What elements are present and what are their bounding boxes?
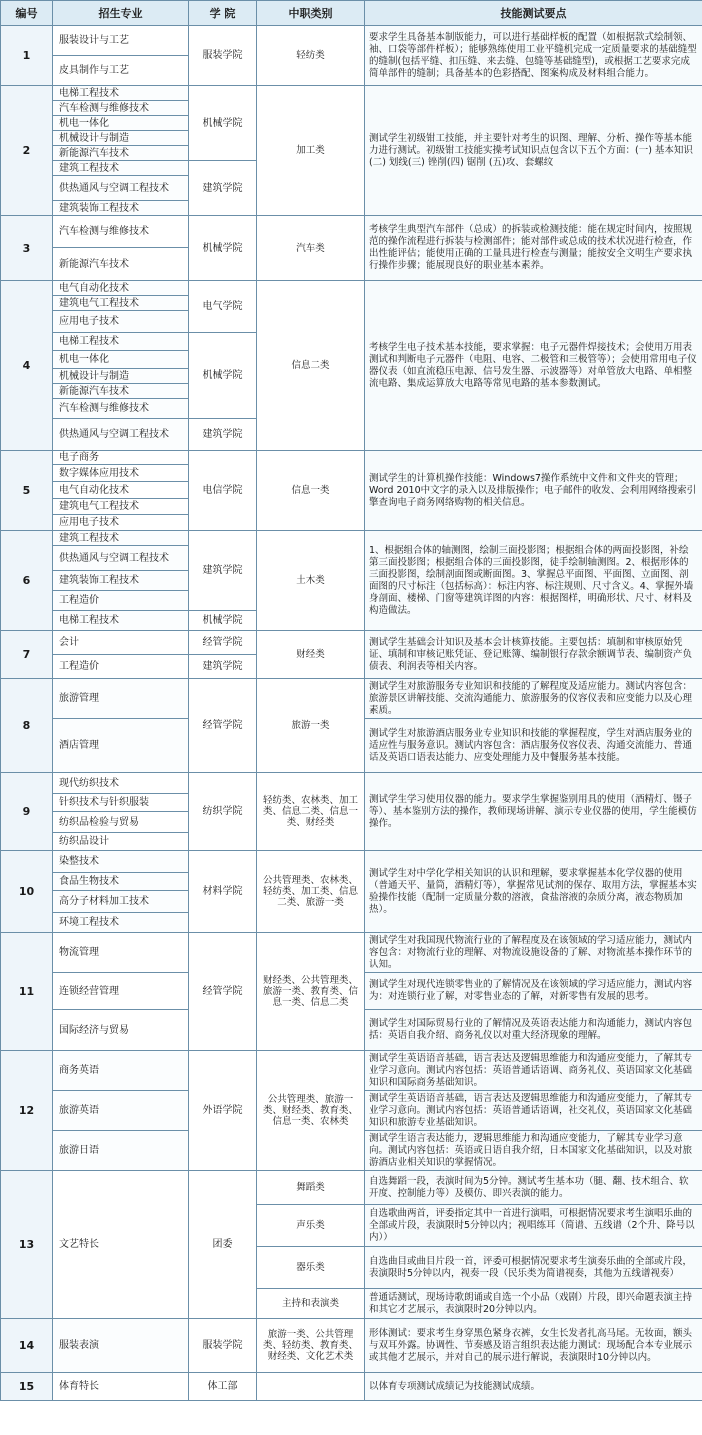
category-cell: 公共管理类、农林类、轻纺类、加工类、信息二类、旅游一类 [257,851,365,933]
major-cell: 建筑工程技术 [53,161,189,176]
major-cell: 工程造价 [53,591,189,611]
row-number: 15 [1,1373,53,1401]
skill-description: 测试学生对旅游酒店服务业专业知识和技能的掌握程度，学生对酒店服务业的适应性与服务意识。测试内容包含：酒店服务仪容仪表、沟通交流能力、普通话及英语口语表达能力、应变处理能力及中餐服务基本技能。 [365,719,702,773]
header-college: 学 院 [189,1,257,26]
category-cell: 公共管理类、旅游一类、财经类、教育类、信息一类、农林类 [257,1051,365,1171]
skill-description: 普通话测试，现场诗歌朗诵或自选一个小品（戏剧）片段，即兴命题表演主持和其它才艺展示，表演限时20分钟以内。 [365,1289,702,1319]
skill-description: 考核学生典型汽车部件（总成）的拆装或检测技能：能在规定时间内，按照规范的操作流程进行拆装与检测部件；能对部件或总成的技术状况进行检查，作出性能评估；能使用正确的工量具进行检查与测量；能按安全文明生产要求执行操作步骤；能展现良好的职业基本素养。 [365,216,702,281]
skill-description: 要求学生具备基本制版能力，可以进行基础样板的配置（如根据款式绘制领、袖、口袋等部件样板）；能够熟练使用工业平缝机完成一定质量要求的基础缝型的缝制(包括平缝、扣压缝、来去缝、包缝等基础缝型)，或根据工艺要求完成简单部件的缝制；具备基本的色彩搭配、图案构成及材料组合能力。 [365,26,702,86]
row-number: 9 [1,773,53,851]
table-row [1,216,702,248]
major-cell: 纺织品检验与贸易 [53,812,189,833]
major-cell: 汽车检测与维修技术 [53,399,189,419]
major-cell: 建筑装饰工程技术 [53,571,189,591]
row-number: 10 [1,851,53,933]
major-cell: 针织技术与针织服装 [53,794,189,812]
major-cell: 电梯工程技术 [53,86,189,101]
row-number: 13 [1,1171,53,1319]
major-cell: 机械设计与制造 [53,131,189,146]
college-cell: 服装学院 [189,1319,257,1373]
major-cell: 建筑工程技术 [53,531,189,546]
major-cell: 酒店管理 [53,719,189,773]
category-cell: 信息一类 [257,451,365,531]
major-cell: 染整技术 [53,851,189,873]
skill-description: 测试学生语言表达能力，逻辑思维能力和沟通应变能力，了解其专业学习意向。测试内容包括：英语或日语自我介绍，日本国家文化基础知识，以及对旅游酒店业相关知识的掌握情况。 [365,1131,702,1171]
table-row [1,773,702,794]
college-cell: 机械学院 [189,611,257,631]
row-number: 12 [1,1051,53,1171]
major-cell: 新能源汽车技术 [53,146,189,161]
skill-description: 测试学生初级钳工技能，并主要针对考生的识图、理解、分析、操作等基本能力进行测试。初级钳工技能实操考试知识点包含以下五个方面：(一) 基本知识(二) 划线(三) 锉削(四) 锯削 (五)攻、套螺纹 [365,86,702,216]
major-cell: 建筑电气工程技术 [53,499,189,515]
row-number: 1 [1,26,53,86]
college-cell: 团委 [189,1171,257,1319]
major-cell: 高分子材料加工技术 [53,891,189,913]
major-cell: 物流管理 [53,933,189,973]
major-cell: 服装设计与工艺 [53,26,189,56]
header-number: 编号 [1,1,53,26]
college-cell: 纺织学院 [189,773,257,851]
category-cell: 舞蹈类 [257,1171,365,1205]
category-cell [257,1373,365,1401]
major-cell: 新能源汽车技术 [53,384,189,399]
table-row [1,451,702,465]
table-row [1,86,702,101]
category-cell: 财经类 [257,631,365,679]
college-cell: 外语学院 [189,1051,257,1171]
major-cell: 工程造价 [53,655,189,679]
college-cell: 电信学院 [189,451,257,531]
category-cell: 轻纺类 [257,26,365,86]
header-category: 中职类别 [257,1,365,26]
college-cell: 机械学院 [189,216,257,281]
table-header-row [1,1,702,26]
table-row [1,631,702,655]
skill-description: 以体育专项测试成绩记为技能测试成绩。 [365,1373,702,1401]
header-skill-points: 技能测试要点 [365,1,702,26]
row-number: 14 [1,1319,53,1373]
college-cell: 经管学院 [189,631,257,655]
skill-description: 测试学生英语语音基础，语言表达及逻辑思维能力和沟通应变能力，了解其专业学习意向。测试内容包括：英语普通话语调，社交礼仪，英语国家文化基础知识和旅游专业基础知识。 [365,1091,702,1131]
college-cell: 材料学院 [189,851,257,933]
major-cell: 旅游管理 [53,679,189,719]
major-cell: 连锁经营管理 [53,973,189,1010]
category-cell: 旅游一类 [257,679,365,773]
major-cell: 供热通风与空调工程技术 [53,176,189,201]
skill-description: 自选歌曲两首，评委指定其中一首进行演唱，可根据情况要求考生演唱乐曲的全部或片段，表演限时5分钟以内；视唱练耳（简谱、五线谱（2个升、降号以内）） [365,1205,702,1247]
major-cell: 机电一体化 [53,116,189,131]
table-row [1,531,702,546]
row-number: 5 [1,451,53,531]
major-cell: 旅游英语 [53,1091,189,1131]
college-cell: 经管学院 [189,933,257,1051]
college-cell: 服装学院 [189,26,257,86]
category-cell: 主持和表演类 [257,1289,365,1319]
major-cell: 汽车检测与维修技术 [53,216,189,248]
category-cell: 轻纺类、农林类、加工类、信息二类、信息一类、财经类 [257,773,365,851]
major-cell: 会计 [53,631,189,655]
major-cell: 环境工程技术 [53,913,189,933]
category-cell: 财经类、公共管理类、旅游一类、教育类、信息一类、信息二类 [257,933,365,1051]
row-number: 6 [1,531,53,631]
category-cell: 加工类 [257,86,365,216]
college-cell: 建筑学院 [189,161,257,216]
skill-description: 测试学生英语语音基础，语言表达及逻辑思维能力和沟通应变能力，了解其专业学习意向。测试内容包括：英语普通话语调、商务礼仪、英语国家文化基础知识和国际商务基础知识。 [365,1051,702,1091]
skill-description: 测试学生对我国现代物流行业的了解程度及在该领域的学习适应能力，测试内容包含：对物流行业的理解、对物流设施设备的了解、对物流基本操作环节的认知。 [365,933,702,973]
major-cell: 供热通风与空调工程技术 [53,546,189,571]
major-cell: 文艺特长 [53,1171,189,1319]
major-cell: 纺织品设计 [53,833,189,851]
major-cell: 汽车检测与维修技术 [53,101,189,116]
skill-description: 测试学生对现代连锁零售业的了解情况及在该领域的学习适应能力，测试内容为：对连锁行业了解，对零售业态的了解，对新零售有发展的思考。 [365,973,702,1010]
row-number: 2 [1,86,53,216]
category-cell: 土木类 [257,531,365,631]
header-major: 招生专业 [53,1,189,26]
major-cell: 建筑电气工程技术 [53,296,189,311]
category-cell: 汽车类 [257,216,365,281]
category-cell: 旅游一类、公共管理类、轻纺类、教育类、财经类、文化艺术类 [257,1319,365,1373]
skill-description: 测试学生学习使用仪器的能力。要求学生掌握鉴别用具的使用（酒精灯、镊子等）、基本鉴别方法的操作，教师现场讲解、演示专业仪器的使用，学生能模仿操作。 [365,773,702,851]
row-number: 8 [1,679,53,773]
skill-description: 测试学生对国际贸易行业的了解情况及英语表达能力和沟通能力，测试内容包括：英语自我介绍、商务礼仪以对重大经济现象的理解。 [365,1010,702,1051]
table-body [1,26,702,1401]
skill-description: 测试学生对中学化学相关知识的认识和理解，要求掌握基本化学仪器的使用（普通天平、量筒，酒精灯等），掌握常见试剂的保存、取用方法，掌握基本实验操作技能（配制一定质量分数的溶液，食盐溶液的杂质分离，液态物质加热）。 [365,851,702,933]
major-cell: 服装表演 [53,1319,189,1373]
row-number: 7 [1,631,53,679]
skill-description: 自选曲目或曲目片段一首，评委可根据情况要求考生演奏乐曲的全部或片段，表演限时5分钟以内，视奏一段（民乐类为简谱视奏，其他为五线谱视奏） [365,1247,702,1289]
college-cell: 建筑学院 [189,655,257,679]
table-row [1,1171,702,1205]
row-number: 3 [1,216,53,281]
major-cell: 应用电子技术 [53,515,189,531]
major-cell: 商务英语 [53,1051,189,1091]
category-cell: 声乐类 [257,1205,365,1247]
major-cell: 现代纺织技术 [53,773,189,794]
table-row [1,26,702,56]
skill-description: 测试学生对旅游服务专业知识和技能的了解程度及适应能力。测试内容包含：旅游景区讲解技能、交流沟通能力、旅游服务的仪容仪表和应变能力以及心理素质。 [365,679,702,719]
college-cell: 机械学院 [189,86,257,161]
major-cell: 皮具制作与工艺 [53,56,189,86]
major-cell: 应用电子技术 [53,311,189,333]
college-cell: 机械学院 [189,333,257,419]
table-row [1,851,702,873]
major-cell: 旅游日语 [53,1131,189,1171]
skill-description: 1、根据组合体的轴测图，绘制三面投影图；根据组合体的两面投影图，补绘第三面投影图；根据组合体的三面投影图，徒手绘制轴测图。2、根据形体的三面投影图，绘制剖面图或断面图。3、掌握总平面图、平面图、立面图、剖面图的尺寸标注（包括标高）：标注内容、标注规则、尺寸含义。4、掌握外墙身剖面、楼梯、门窗等建筑详图的内容：根据图样，明确形状、尺寸、材料及构造做法。 [365,531,702,631]
college-cell: 电气学院 [189,281,257,333]
skill-description: 测试学生的计算机操作技能：Windows7操作系统中文件和文件夹的管理；Word 2010中文字的录入以及排版操作；电子邮件的收发、会利用网络搜索引擎查询电子商务网络购物的相关信息。 [365,451,702,531]
major-cell: 电梯工程技术 [53,611,189,631]
major-cell: 电子商务 [53,451,189,465]
skill-description: 自选舞蹈一段，表演时间为5分钟。测试考生基本功（腿、翻、技术组合、软开度、控制能力等）及模仿、即兴表演的能力。 [365,1171,702,1205]
table-row [1,933,702,973]
skill-description: 形体测试：要求考生身穿黑色紧身衣裤，女生长发者扎高马尾。无妆面，额头与双耳外露。协调性、节奏感及语言组织表达能力测试：现场配合本专业展示或其他才艺展示，并对自己的展示进行解说，表演限时10分钟以内。 [365,1319,702,1373]
row-number: 4 [1,281,53,451]
major-cell: 建筑装饰工程技术 [53,201,189,216]
major-cell: 数字媒体应用技术 [53,465,189,482]
major-cell: 电梯工程技术 [53,333,189,351]
table-row [1,1319,702,1373]
row-number: 11 [1,933,53,1051]
table-row [1,679,702,719]
college-cell: 建筑学院 [189,419,257,451]
major-cell: 食品生物技术 [53,873,189,891]
major-cell: 体育特长 [53,1373,189,1401]
skill-description: 考核学生电子技术基本技能，要求掌握：电子元器件焊接技术；会使用万用表测试和判断电子元器件（电阻、电容、二极管和三极管等）；会使用常用电子仪器仪表（如直流稳压电源、信号发生器、示波器等）对单管放大电路、单相整流电路、集成运算放大电路等常见电路的基本参数测试。 [365,281,702,451]
major-cell: 国际经济与贸易 [53,1010,189,1051]
college-cell: 建筑学院 [189,531,257,611]
table-row [1,1373,702,1401]
category-cell: 器乐类 [257,1247,365,1289]
skill-description: 测试学生基础会计知识及基本会计核算技能。主要包括：填制和审核原始凭证、填制和审核记账凭证、登记账簿、编制银行存款余额调节表、编制资产负债表、利润表等相关内容。 [365,631,702,679]
college-cell: 经管学院 [189,679,257,773]
category-cell: 信息二类 [257,281,365,451]
major-cell: 新能源汽车技术 [53,248,189,281]
major-cell: 电气自动化技术 [53,482,189,499]
table-row [1,1051,702,1091]
major-cell: 机械设计与制造 [53,369,189,384]
major-cell: 机电一体化 [53,351,189,369]
college-cell: 体工部 [189,1373,257,1401]
major-cell: 电气自动化技术 [53,281,189,296]
major-cell: 供热通风与空调工程技术 [53,419,189,451]
table-row [1,281,702,296]
